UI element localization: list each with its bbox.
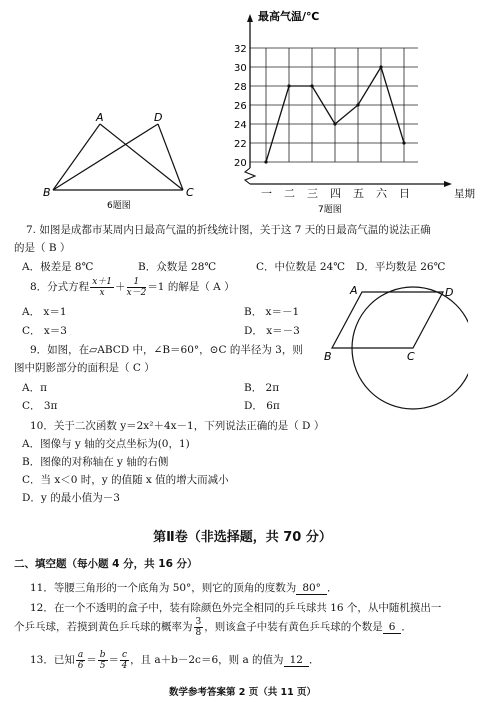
chart-data-point — [333, 122, 336, 125]
q13-f1-den: 6 — [77, 660, 84, 671]
chart-data-point — [379, 65, 382, 68]
chart-data-point — [310, 84, 313, 87]
chart-x-ticks — [261, 187, 410, 200]
x-tick-label: 一 — [261, 187, 272, 200]
q9-opt-c: C． 3π — [22, 400, 58, 412]
q13-frac-a — [76, 650, 85, 671]
q8-opt-c: C． x＝3 — [22, 325, 67, 337]
q13-line — [30, 648, 319, 672]
q8-opt-d: D． x＝－3 — [244, 325, 300, 337]
figure-6 — [40, 110, 200, 215]
q13-answer: 12 — [284, 654, 309, 667]
q9-opt-d: D． 6π — [244, 400, 280, 412]
chart-y-ticks — [234, 44, 247, 169]
q12-answer: 6 — [383, 621, 402, 634]
chart-x-label: 星期 — [454, 188, 475, 200]
q8-suffix: ＝1 的解是（ A ） — [147, 281, 235, 293]
q11-text: 11．等腰三角形的一个底角为 50°，则它的顶角的度数为 — [30, 582, 297, 594]
y-tick-label: 32 — [234, 44, 247, 55]
figure-9 — [318, 280, 468, 430]
q12-text-a: 个乒乓球，若摸到黄色乒乓球的概率为 — [14, 621, 193, 633]
page-footer: 数学参考答案第 2 页（共 11 页） — [168, 687, 317, 698]
x-tick-label: 六 — [376, 187, 387, 200]
chart-data-point — [264, 160, 267, 163]
fig9-label-c: C — [407, 350, 415, 363]
q10-opt-b: B．图像的对称轴在 y 轴的右侧 — [22, 456, 169, 468]
q12-line1: 12．在一个不透明的盒子中，装有除颜色外完全相同的乒乓球共 16 个，从中随机摸出一 — [30, 602, 442, 614]
q9-opt-a: A．π — [22, 382, 47, 394]
q12-frac-den: 8 — [195, 627, 202, 638]
part2-title: 第Ⅱ卷（非选择题，共 70 分） — [153, 530, 332, 545]
q7-opt-b: B．众数是 28℃ — [138, 261, 217, 273]
q13-eq2: ＝ — [108, 654, 120, 666]
q8-frac2-den: x－2 — [126, 287, 147, 298]
x-tick-label: 五 — [353, 187, 364, 200]
q13-eq1: ＝ — [86, 654, 97, 666]
x-tick-label: 日 — [399, 187, 410, 200]
q8-fraction-2 — [127, 277, 147, 298]
q8-frac1-num: x＋1 — [92, 276, 112, 287]
chart-data-point — [287, 84, 290, 87]
q8-stem — [30, 276, 235, 298]
q13-f2-den: 5 — [99, 660, 106, 671]
q8-opt-a: A． x＝1 — [22, 306, 67, 318]
q11-end: ． — [326, 582, 338, 594]
x-axis-arrow — [444, 181, 452, 187]
q8-prefix: 8．分式方程 — [30, 281, 90, 293]
chart-data-point — [402, 141, 405, 144]
q13-mid: ，且 a＋b－2c＝6，则 a 的值为 — [130, 654, 284, 666]
y-tick-label: 20 — [234, 158, 247, 169]
q13-f3-num: c — [122, 649, 128, 660]
q13-f3-den: 4 — [121, 660, 128, 671]
fig7-caption: 7题图 — [318, 205, 342, 214]
q12-line2 — [14, 615, 412, 639]
q11-line — [30, 580, 337, 595]
q10-stem: 10．关于二次函数 y＝2x²＋4x－1，下列说法正确的是（ D ） — [30, 420, 325, 432]
q12-fraction — [194, 617, 204, 638]
fig6-caption: 6题图 — [107, 201, 131, 211]
q12-frac-num: 3 — [195, 616, 202, 627]
q9-line2: 图中阴影部分的面积是（ C ） — [14, 362, 155, 374]
chart-axes — [245, 14, 452, 187]
x-tick-label: 四 — [330, 187, 341, 200]
q12-end: ． — [401, 621, 412, 633]
fig9-label-d: D — [445, 286, 454, 299]
q13-frac-c — [120, 650, 129, 671]
q9-opt-b: B． 2π — [244, 382, 280, 394]
q10-opt-a: A．图像与 y 轴的交点坐标为(0，1) — [22, 438, 190, 450]
section2-title: 二、填空题（每小题 4 分，共 16 分） — [14, 558, 198, 570]
fig6-label-c: C — [186, 186, 194, 199]
q8-fraction-1 — [90, 277, 114, 298]
fig9-label-b: B — [324, 350, 332, 363]
y-tick-label: 24 — [234, 120, 247, 131]
q13-f2-num: b — [99, 649, 106, 660]
axis-break-zigzag — [245, 168, 255, 184]
q7-opt-a: A．极差是 8℃ — [22, 261, 94, 273]
q13-f1-num: a — [77, 649, 84, 660]
q11-answer: 80° — [296, 582, 327, 595]
q7-opt-d: D．平均数是 26℃ — [356, 261, 446, 273]
chart-y-label: 最高气温/℃ — [258, 10, 320, 23]
x-tick-label: 二 — [284, 187, 295, 200]
fig9-label-a: A — [350, 284, 358, 297]
figure-7-chart — [220, 6, 482, 214]
q13-frac-b — [98, 650, 108, 671]
fig6-label-d: D — [154, 111, 163, 124]
q8-plus: ＋ — [115, 281, 126, 293]
y-axis-arrow — [247, 14, 253, 22]
q9-line1: 9．如图，在▱ABCD 中，∠B＝60°，⊙C 的半径为 3，则 — [30, 344, 303, 356]
q8-opt-b: B． x＝－1 — [244, 306, 300, 318]
q12-text-b: ，则该盒子中装有黄色乒乓球的个数是 — [204, 621, 383, 633]
y-tick-label: 22 — [234, 139, 247, 150]
fig6-label-a: A — [96, 111, 104, 124]
q7-line2: 的是（ B ） — [14, 242, 71, 254]
y-tick-label: 30 — [234, 63, 247, 74]
q10-opt-c: C．当 x＜0 时，y 的值随 x 值的增大而减小 — [22, 474, 229, 486]
q10-opt-d: D．y 的最小值为－3 — [22, 492, 120, 504]
chart-data-point — [356, 103, 359, 106]
fig6-label-b: B — [43, 186, 51, 199]
q13-end: ． — [308, 654, 320, 666]
y-tick-label: 26 — [234, 101, 247, 112]
x-tick-label: 三 — [307, 187, 318, 200]
q13-prefix: 13．已知 — [30, 654, 75, 666]
q7-line1: 7. 如图是成都市某周内日最高气温的折线统计图，关于这 7 天的日最高气温的说法正确 — [26, 224, 431, 236]
q7-opt-c: C．中位数是 24℃ — [256, 261, 345, 273]
q8-frac2-num: 1 — [127, 277, 147, 288]
y-tick-label: 28 — [234, 82, 247, 93]
q8-frac1-den: x — [99, 287, 105, 298]
